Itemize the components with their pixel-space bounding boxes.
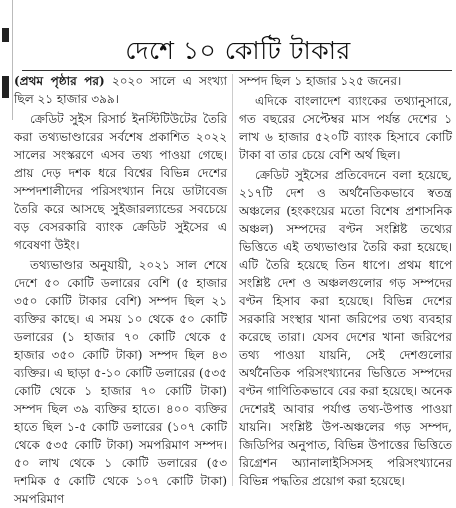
column-right <box>239 72 452 488</box>
paragraph-text: ২০২০ সালে এ সংখ্যা ছিল ২১ হাজার ৩৯৯। <box>14 74 227 106</box>
paragraph: এদিকে বাংলাদেশ ব্যাংকের তথ্যানুসারে, গত বছরের সেপ্টেম্বর মাস পর্যন্ত দেশের ১ লাখ ৬ হাজার ৫২০টি ব্যাংক হিসাবে কোটি টাকা বা তার চেয়ে বেশি অর্থ ছিল। <box>239 94 452 162</box>
paragraph: ক্রেডিট সুইসের প্রতিবেদনে বলা হয়েছে, ২১৭টি দেশ ও অর্থনৈতিকভাবে স্বতন্ত্র অঞ্চলের (হংকংয়ের মতো বিশেষ প্রশাসনিক অঞ্চল) সম্পদের বণ্টন সংশ্লিষ্ট তথ্যের ভিত্তিতে এই তথ্যভাণ্ডার তৈরি করা হয়েছে। এটি তৈরি হয়েছে তিন ধাপে। প্রথম ধাপে সংশ্লিষ্ট দেশ ও অঞ্চলগুলোর গড় সম্পদের বণ্টন হিসাব করা হয়েছে। বিভিন্ন দেশের সরকারি সংস্থার খানা জরিপের তথ্য ব্যবহার করেছে তারা। যেসব দেশের খানা জরিপের তথ্য পাওয়া যায়নি, সেই দেশগুলোর অর্থনৈতিক পরিসংখ্যানের ভিত্তিতে সম্পদের বণ্টন গাণিতিকভাবে বের করা হয়েছে। অনেক দেশেরই আবার পর্যাপ্ত তথ্য-উপাত্ত পাওয়া যায়নি। সংশ্লিষ্ট উপ-অঞ্চলের গড় সম্পদ, জিডিপির অনুপাত, বিভিন্ন উপাত্তের ভিত্তিতে রিগ্রেশন অ্যানালাইসিসসহ পরিসংখ্যানের বিভিন্ন পদ্ধতির প্রয়োগ করা হয়েছে। <box>239 168 452 488</box>
adjacent-headline-fragment <box>2 76 9 98</box>
column-left <box>14 72 227 506</box>
article-headline: দেশে ১০ কোটি টাকার <box>125 35 351 65</box>
adjacent-headline-fragment <box>2 28 9 42</box>
paragraph: ক্রেডিট সুইস রিসার্চ ইনস্টিটিউটের তৈরি করা তথ্যভাণ্ডারের সর্বশেষ প্রকাশিত ২০২২ সালের সংস্করণে এসব তথ্য পাওয়া গেছে। প্রায় দেড় দশক ধরে বিশ্বের বিভিন্ন দেশের সম্পদশালীদের পরিসংখ্যান নিয়ে ডাটাবেজ তৈরি করে আসছে সুইজারল্যান্ডের সবচেয়ে বড় বেসরকারি ব্যাংক ক্রেডিট সুইসের এ গবেষণা উইং। <box>14 112 227 252</box>
article-body <box>14 72 452 506</box>
paragraph: সম্পদ ছিল ১ হাজার ১২৫ জনের। <box>239 74 402 88</box>
continuation-label: (প্রথম পৃষ্ঠার পর) <box>14 74 105 88</box>
adjacent-article-edge <box>0 0 13 120</box>
paragraph: তথ্যভাণ্ডার অনুযায়ী, ২০২১ সাল শেষে দেশে ৫০ কোটি ডলারের বেশি (৫ হাজার ৩৫০ কোটি টাকার বেশি) সম্পদ ছিল ২১ ব্যক্তির কাছে। এ সময় ১০ থেকে ৫০ কোটি ডলারের (১ হাজার ৭০ কোটি থেকে ৫ হাজার ৩৫০ কোটি টাকা) সম্পদ ছিল ৪৩ ব্যক্তির। এ ছাড়া ৫-১০ কোটি ডলারের (৫৩৫ কোটি থেকে ১ হাজার ৭০ কোটি টাকা) সম্পদ ছিল ৩৯ ব্যক্তির হাতে। ৪০০ ব্যক্তির হাতে ছিল ১-৫ কোটি ডলারের (১০৭ কোটি থেকে ৫৩৫ কোটি টাকা) সমপরিমাণ সম্পদ। ৫০ লাখ থেকে ১ কোটি ডলারের (৫৩ দশমিক ৫ কোটি থেকে ১০৭ কোটি টাকা) সমপরিমাণ <box>14 258 227 506</box>
headline-rule <box>22 70 452 71</box>
paragraph <box>14 72 227 108</box>
